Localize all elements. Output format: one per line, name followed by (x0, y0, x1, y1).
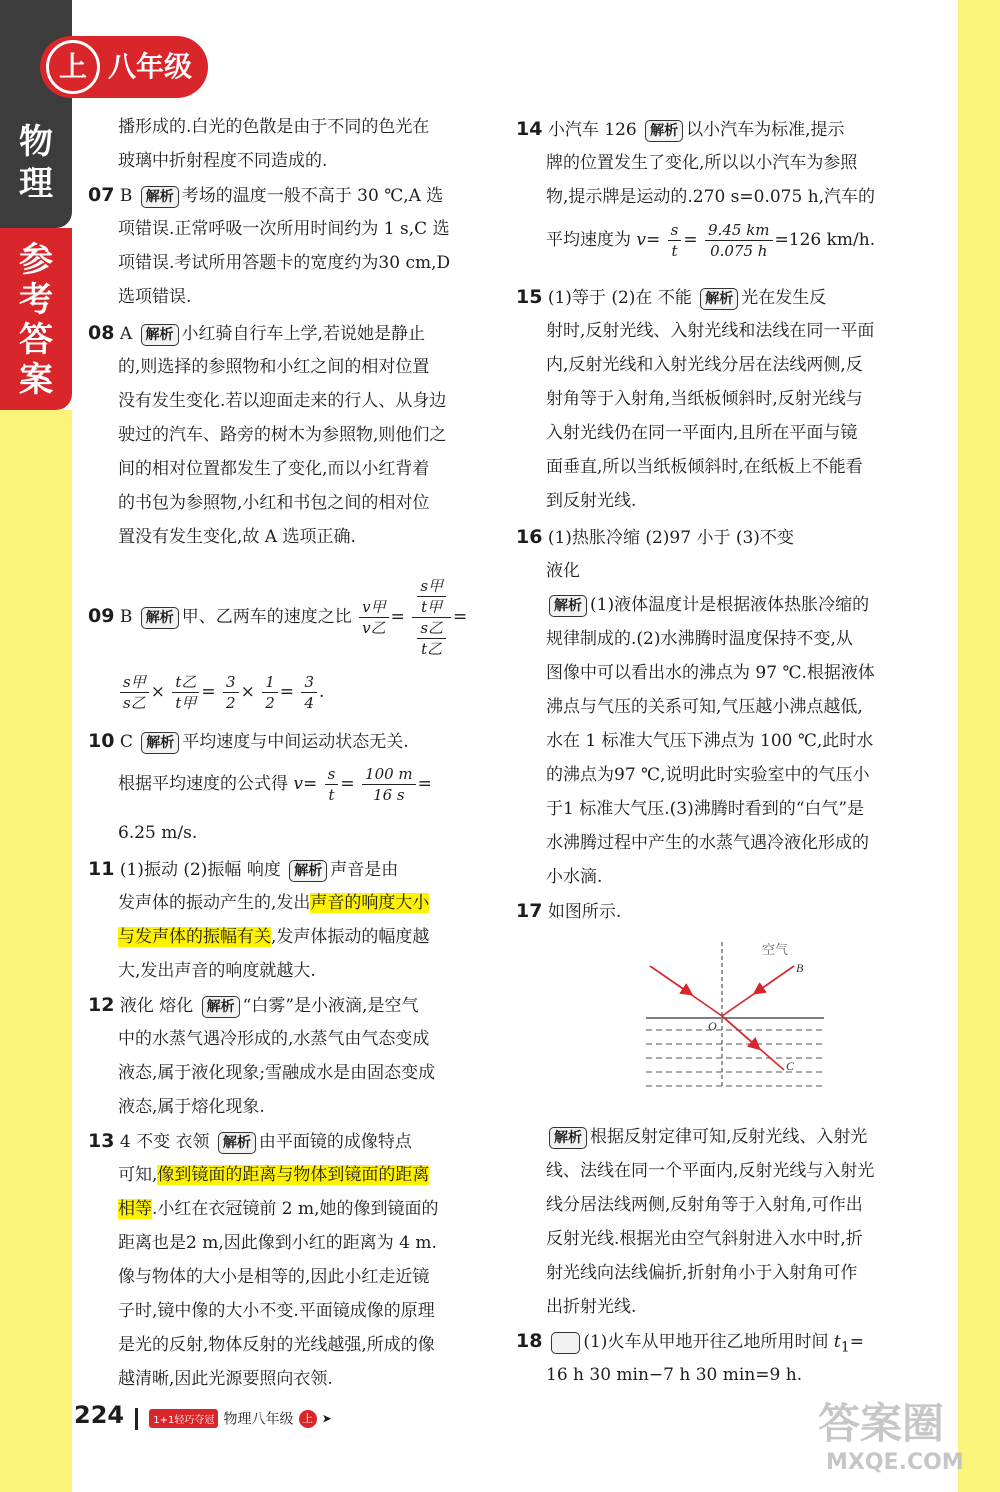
section-tab (0, 228, 72, 410)
answer-text: 到反射光线. (546, 491, 637, 511)
answer-text: 玻璃中折射程度不同造成的. (118, 151, 328, 171)
answer-text: 距离也是2 m,因此像到小红的距离为 4 m. (118, 1233, 437, 1253)
answer-text: 与发声体的振幅有关,发声体振动的幅度越 (118, 927, 430, 947)
answer-text: 发声体的振动产生的,发出声音的响度大小 (118, 893, 430, 913)
answer-q09: 09 B 解析 甲、乙两车的速度之比 $\frac{\text{v甲}}{\text{v乙}}$ = $\frac{\frac{\text{s甲}}{\text{t甲}}}{\frac{\text{s乙}}{\text{t乙}}}$ = (88, 577, 468, 658)
highlight: 像到镜面的距离与物体到镜面的距离 (157, 1165, 430, 1185)
fraction: $\frac{\frac{\text{s甲}}{\text{t甲}}}{\frac{\text{s乙}}{\text{t乙}}}$ (412, 576, 451, 659)
answer-text: 图像中可以看出水的沸点为 97 ℃.根据液体 (546, 663, 875, 683)
answer-text: 液态,属于液化现象;雪融成水是由固态变成 (118, 1063, 436, 1083)
answer-text: 射时,反射光线、入射光线和法线在同一平面 (546, 321, 875, 341)
answer-text: 相等.小红在衣冠镜前 2 m,她的像到镜面的 (118, 1199, 439, 1219)
refracted-ray-arrow (722, 1016, 756, 1046)
answer-text: 甲、乙两车的速度之比 (181, 607, 352, 627)
question-number: 10 (88, 730, 115, 752)
answer-q10 (88, 726, 409, 757)
answer-choice: B (119, 186, 133, 206)
highlight: 与发声体的振幅有关 (118, 927, 271, 947)
answer-text: 间的相对位置都发生了变化,而以小红背着 (118, 459, 430, 479)
question-number: 13 (88, 1130, 115, 1152)
label-o: O (708, 1019, 717, 1033)
analysis-tag: 解析 (549, 595, 587, 617)
answer-text: 16 h 30 min−7 h 30 min=9 h. (546, 1365, 803, 1385)
answer-text: 规律制成的.(2)水沸腾时温度保持不变,从 (546, 629, 853, 649)
answer-q12 (88, 990, 418, 1021)
fraction: $\frac{s}{t}$ (325, 764, 339, 805)
answer-text: 的沸点为97 ℃,说明此时实验室中的气压小 (546, 765, 870, 785)
fraction: $\frac{\text{s甲}}{\text{s乙}}$ (120, 672, 149, 713)
analysis-tag: 解析 (700, 288, 738, 310)
answer-choice: 液化 (546, 561, 580, 581)
answer-text: 置没有发生变化,故 A 选项正确. (118, 527, 356, 547)
answer-formula: $\frac{\text{s甲}}{\text{s乙}}$ × $\frac{\text{t乙}}{\text{t甲}}$ = $\frac{3}{2}$ × $\frac{1}{2}$ = $\frac{3}{4}$ . (118, 670, 324, 714)
answer-text: 解析 (1)液体温度计是根据液体热胀冷缩的 (546, 590, 869, 620)
answer-text: 沸点与气压的关系可知,气压越小沸点越低, (546, 697, 863, 717)
analysis-tag: 解析 (549, 1127, 587, 1149)
section-char: 考 (19, 280, 53, 320)
answer-choice: (1)热胀冷缩 (2)97 小于 (3)不变 (547, 528, 794, 548)
answer-text: 没有发生变化.若以迎面走来的行人、从身边 (118, 391, 447, 411)
grade-label: 八年级 (108, 50, 193, 83)
answer-choice: A (119, 324, 133, 344)
answer-choice: C (119, 732, 133, 752)
analysis-tag: 解析 (141, 732, 179, 754)
answer-q07 (88, 180, 443, 211)
highlight: 相等 (118, 1199, 152, 1219)
grade-volume-circle: 上 (46, 40, 100, 94)
answer-text: (1)火车从甲地开往乙地所用时间 (583, 1332, 829, 1352)
question-number: 14 (516, 118, 543, 140)
fraction: $\frac{\text{v甲}}{\text{v乙}}$ (359, 597, 388, 638)
answer-text: 解析 根据反射定律可知,反射光线、入射光 (546, 1122, 867, 1152)
question-number: 12 (88, 994, 115, 1016)
highlight: 声音的响度大小 (310, 893, 430, 913)
question-number: 11 (88, 858, 115, 880)
fraction: $\frac{3}{4}$ (301, 672, 317, 713)
fraction: $\frac{\text{t乙}}{\text{t甲}}$ (172, 672, 199, 713)
answer-text: 可知,像到镜面的距离与物体到镜面的距离 (118, 1165, 430, 1185)
answer-choice: (1)等于 (2)在 不能 (547, 288, 692, 308)
page-footer (74, 1400, 332, 1430)
answer-text: 的,则选择的参照物和小红之间的相对位置 (118, 357, 430, 377)
fraction: $\frac{9.45 km}{0.075 h}$ (705, 220, 772, 261)
question-number: 09 (88, 605, 115, 627)
question-number: 08 (88, 322, 115, 344)
answer-choice: 如图所示. (547, 902, 622, 922)
answer-text: 由平面镜的成像特点 (258, 1132, 412, 1152)
analysis-tag: 解析 (141, 324, 179, 346)
answer-text: 播形成的.白光的色散是由于不同的色光在 (118, 117, 430, 137)
answer-text: 水沸腾过程中产生的水蒸气遇冷液化形成的 (546, 833, 869, 853)
answer-text: 项错误.考试所用答题卡的宽度约为30 cm,D (118, 253, 451, 273)
question-number: 07 (88, 184, 115, 206)
answer-text: 内,反射光线和入射光线分居在法线两侧,反 (546, 355, 863, 375)
answer-text: 是光的反射,物体反射的光线越强,所成的像 (118, 1335, 435, 1355)
answer-text: 中的水蒸气遇冷形成的,水蒸气由气态变成 (118, 1029, 430, 1049)
answer-text: 平均速度与中间运动状态无关. (182, 732, 409, 752)
answer-formula: 平均速度为 v= $\frac{s}{t}$ = $\frac{9.45 km}{0.075 h}$ =126 km/h. (546, 221, 876, 260)
subject-char: 理 (19, 164, 53, 204)
answer-text: 大,发出声音的响度就越大. (118, 961, 316, 981)
analysis-tag: 解析 (141, 607, 179, 629)
footer-volume-circle: 上 (299, 1410, 317, 1428)
analysis-tag: 解析 (645, 120, 683, 142)
answer-text: 线分居法线两侧,反射角等于入射角,可作出 (546, 1195, 863, 1215)
answer-text: 线、法线在同一个平面内,反射光线与入射光 (546, 1161, 875, 1181)
answer-text: 反射光线.根据光由空气斜射进入水中时,折 (546, 1229, 863, 1249)
answer-text: 选项错误. (118, 287, 192, 307)
answer-choice: B (119, 607, 133, 627)
answer-text: 越清晰,因此光源要照向衣领. (118, 1369, 333, 1389)
answer-text: 考场的温度一般不高于 30 ℃,A 选 (181, 186, 444, 206)
reflection-refraction-diagram (646, 938, 824, 1090)
answer-text: 根据平均速度的公式得 (118, 774, 288, 794)
right-margin-strip (958, 0, 1000, 1492)
label-b: B (796, 961, 804, 975)
answer-q18: 18 (1)火车从甲地开往乙地所用时间 $t_1=$ (516, 1330, 864, 1356)
air-label: 空气 (762, 942, 789, 957)
page-number: 224 (74, 1401, 125, 1429)
fraction: $\frac{s}{t}$ (668, 220, 682, 261)
answer-choice: 4 不变 衣领 (119, 1132, 210, 1152)
analysis-tag: 解析 (289, 860, 327, 882)
answer-text: 小水滴. (546, 867, 603, 887)
answer-text: 于1 标准大气压.(3)沸腾时看到的“白气”是 (546, 799, 865, 819)
answer-choice: (1)振动 (2)振幅 响度 (119, 860, 281, 880)
answer-tag (551, 1332, 581, 1354)
answer-text: 出折射光线. (546, 1297, 637, 1317)
answer-text: 入射光线仍在同一平面内,且所在平面与镜 (546, 423, 858, 443)
analysis-tag: 解析 (202, 996, 240, 1018)
incident-ray-arrow (650, 966, 688, 992)
answer-text: 以小汽车为标准,提示 (686, 120, 845, 140)
question-number: 16 (516, 526, 543, 548)
fraction: $\frac{3}{2}$ (223, 672, 239, 713)
analysis-tag: 解析 (218, 1132, 256, 1154)
answer-text: 小红骑自行车上学,若说她是静止 (181, 324, 425, 344)
footer-title: 物理八年级 (223, 1411, 294, 1428)
section-char: 案 (19, 360, 53, 400)
answer-choice: 液化 熔化 (119, 996, 194, 1016)
fraction: $\frac{1}{2}$ (262, 672, 278, 713)
subject-tab (0, 0, 72, 228)
answer-q11 (88, 854, 398, 885)
answer-text: 的书包为参照物,小红和书包之间的相对位 (118, 493, 430, 513)
answer-text: 平均速度为 (546, 230, 631, 250)
answer-text: “白雾”是小液滴,是空气 (242, 996, 419, 1016)
answer-q13 (88, 1126, 412, 1157)
answer-text: 声音是由 (330, 860, 399, 880)
answer-text: 液态,属于熔化现象. (118, 1097, 265, 1117)
answer-q15 (516, 282, 826, 313)
footer-logo: 1+1轻巧夺冠 (149, 1409, 218, 1428)
watermark-url: MXQE.COM (826, 1450, 964, 1475)
reflected-ray-arrow (758, 966, 794, 991)
subject-char: 物 (19, 122, 53, 162)
answer-text: 射角等于入射角,当纸板倾斜时,反射光线与 (546, 389, 863, 409)
answer-q16 (516, 522, 794, 553)
section-char: 答 (19, 320, 53, 360)
answer-text: 6.25 m/s. (118, 823, 198, 843)
question-number: 15 (516, 286, 543, 308)
answer-text: 光在发生反 (741, 288, 827, 308)
answer-choice: 小汽车 126 (547, 120, 637, 140)
answer-formula: 根据平均速度的公式得 v= $\frac{s}{t}$ = $\frac{100 m}{16 s}$ = (118, 765, 432, 804)
left-margin-strip (0, 410, 72, 1492)
answer-text: 子时,镜中像的大小不变.平面镜成像的原理 (118, 1301, 435, 1321)
watermark-logo: 答案圈 (818, 1399, 945, 1448)
question-number: 17 (516, 900, 543, 922)
footer-divider (135, 1408, 138, 1430)
answer-text: 水在 1 标准大气压下沸点为 100 ℃,此时水 (546, 731, 874, 751)
arrow-right-icon: ➤ (321, 1411, 332, 1426)
answer-text: 面垂直,所以当纸板倾斜时,在纸板上不能看 (546, 457, 863, 477)
answer-q14 (516, 114, 845, 145)
answer-text: 驶过的汽车、路旁的树木为参照物,则他们之 (118, 425, 447, 445)
watermark (818, 1398, 986, 1476)
answer-text: 像与物体的大小是相等的,因此小红走近镜 (118, 1267, 430, 1287)
answer-text: 射光线向法线偏折,折射角小于入射角可作 (546, 1263, 858, 1283)
question-number: 18 (516, 1330, 543, 1352)
analysis-tag: 解析 (141, 186, 179, 208)
answer-text: 物,提示牌是运动的.270 s=0.075 h,汽车的 (546, 187, 876, 207)
answer-text: 项错误.正常呼吸一次所用时间约为 1 s,C 选 (118, 219, 450, 239)
label-c: C (786, 1059, 795, 1073)
answer-text: 牌的位置发生了变化,所以以小汽车为参照 (546, 153, 858, 173)
answer-q17 (516, 896, 621, 927)
fraction: $\frac{100 m}{16 s}$ (362, 764, 416, 805)
answer-q08 (88, 318, 425, 349)
section-char: 参 (19, 240, 53, 280)
